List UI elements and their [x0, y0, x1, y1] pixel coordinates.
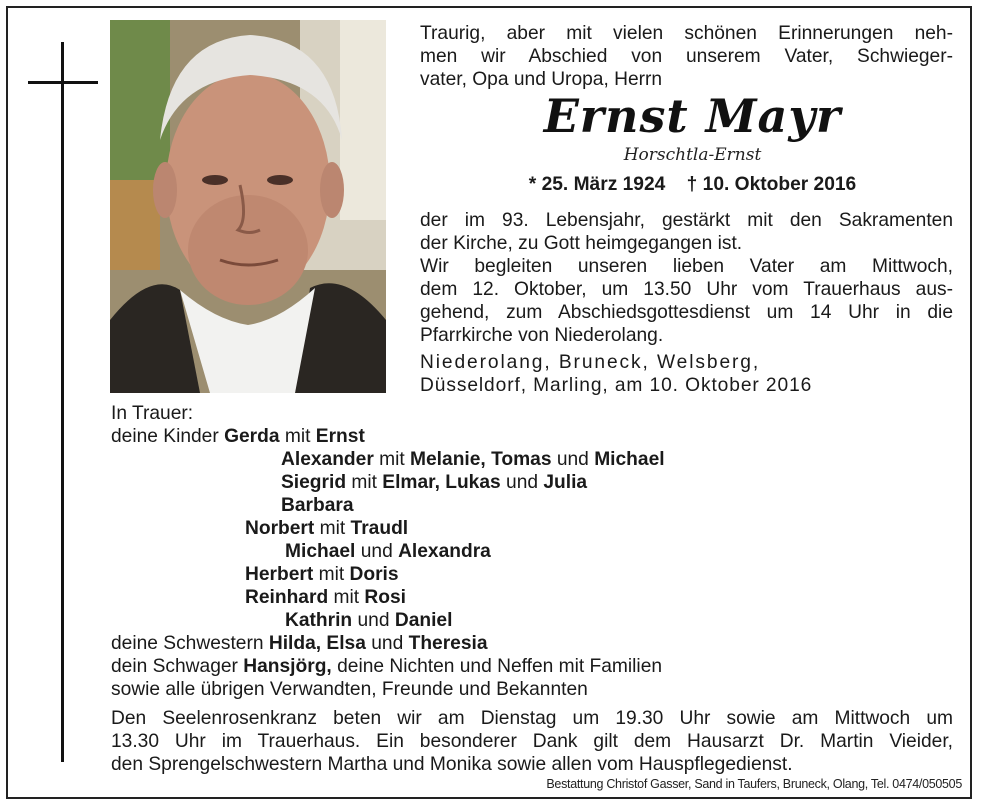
portrait-image: [110, 20, 386, 393]
children-row-8: Reinhard mit Rosi: [245, 587, 407, 608]
child-name: Gerda: [224, 426, 280, 447]
body-line-5: gehend, zum Abschiedsgottesdienst um 14 Uhr in die: [420, 302, 953, 323]
body-line-4: dem 12. Oktober, um 13.50 Uhr vom Trauerhaus aus-: [420, 279, 953, 300]
places-line-2: Düsseldorf, Marling, am 10. Oktober 2016: [420, 375, 813, 396]
portrait-photo: [110, 20, 386, 393]
brother-in-law-row: dein Schwager Hansjörg, deine Nichten und Neffen mit Familien: [111, 656, 663, 677]
children-row-9: Kathrin und Daniel: [285, 610, 453, 631]
body-line-1: der im 93. Lebensjahr, gestärkt mit den Sakramenten: [420, 210, 953, 231]
body-line-2: der Kirche, zu Gott heimgegangen ist.: [420, 233, 743, 254]
death-date: † 10. Oktober 2016: [686, 174, 857, 195]
birth-date: * 25. März 1924: [528, 174, 666, 195]
children-row-1: deine Kinder Gerda mit Ernst: [111, 426, 365, 447]
intro-line-3: vater, Opa und Uropa, Herrn: [420, 69, 663, 90]
others-row: sowie alle übrigen Verwandten, Freunde und Bekannten: [111, 679, 588, 700]
closing-line-2: 13.30 Uhr im Trauerhaus. Ein besonderer Dank gilt dem Hausarzt Dr. Martin Vieider,: [111, 731, 953, 752]
deceased-nickname: Horschtla-Ernst: [623, 145, 762, 165]
children-row-5: Norbert mit Traudl: [245, 518, 409, 539]
life-dates: [420, 173, 965, 197]
places-line-1: Niederolang, Bruneck, Welsberg,: [420, 352, 761, 373]
children-row-3: Siegrid mit Elmar, Lukas und Julia: [281, 472, 588, 493]
closing-line-1: Den Seelenrosenkranz beten wir am Dienstag um 19.30 Uhr sowie am Mittwoch um: [111, 708, 953, 729]
body-line-3: Wir begleiten unseren lieben Vater am Mittwoch,: [420, 256, 953, 277]
closing-line-3: den Sprengelschwestern Martha und Monika sowie allen vom Hauspflegedienst.: [111, 754, 793, 775]
partner-name: Ernst: [315, 426, 365, 447]
body-line-6: Pfarrkirche von Niederolang.: [420, 325, 664, 346]
children-row-2: Alexander mit Melanie, Tomas und Michael: [281, 449, 665, 470]
mourning-heading: In Trauer:: [111, 403, 194, 424]
children-row-4: Barbara: [281, 495, 354, 516]
sisters-row: deine Schwestern Hilda, Elsa und Theresia: [111, 633, 488, 654]
intro-line-1: Traurig, aber mit vielen schönen Erinnerungen neh-: [420, 23, 953, 44]
intro-line-2: men wir Abschied von unserem Vater, Schwieger-: [420, 46, 953, 67]
children-row-7: Herbert mit Doris: [245, 564, 399, 585]
funeral-home-credit: Bestattung Christof Gasser, Sand in Taufers, Bruneck, Olang, Tel. 0474/050505: [546, 777, 962, 791]
children-row-6: Michael und Alexandra: [285, 541, 491, 562]
deceased-name: Ernst Mayr: [543, 89, 842, 143]
